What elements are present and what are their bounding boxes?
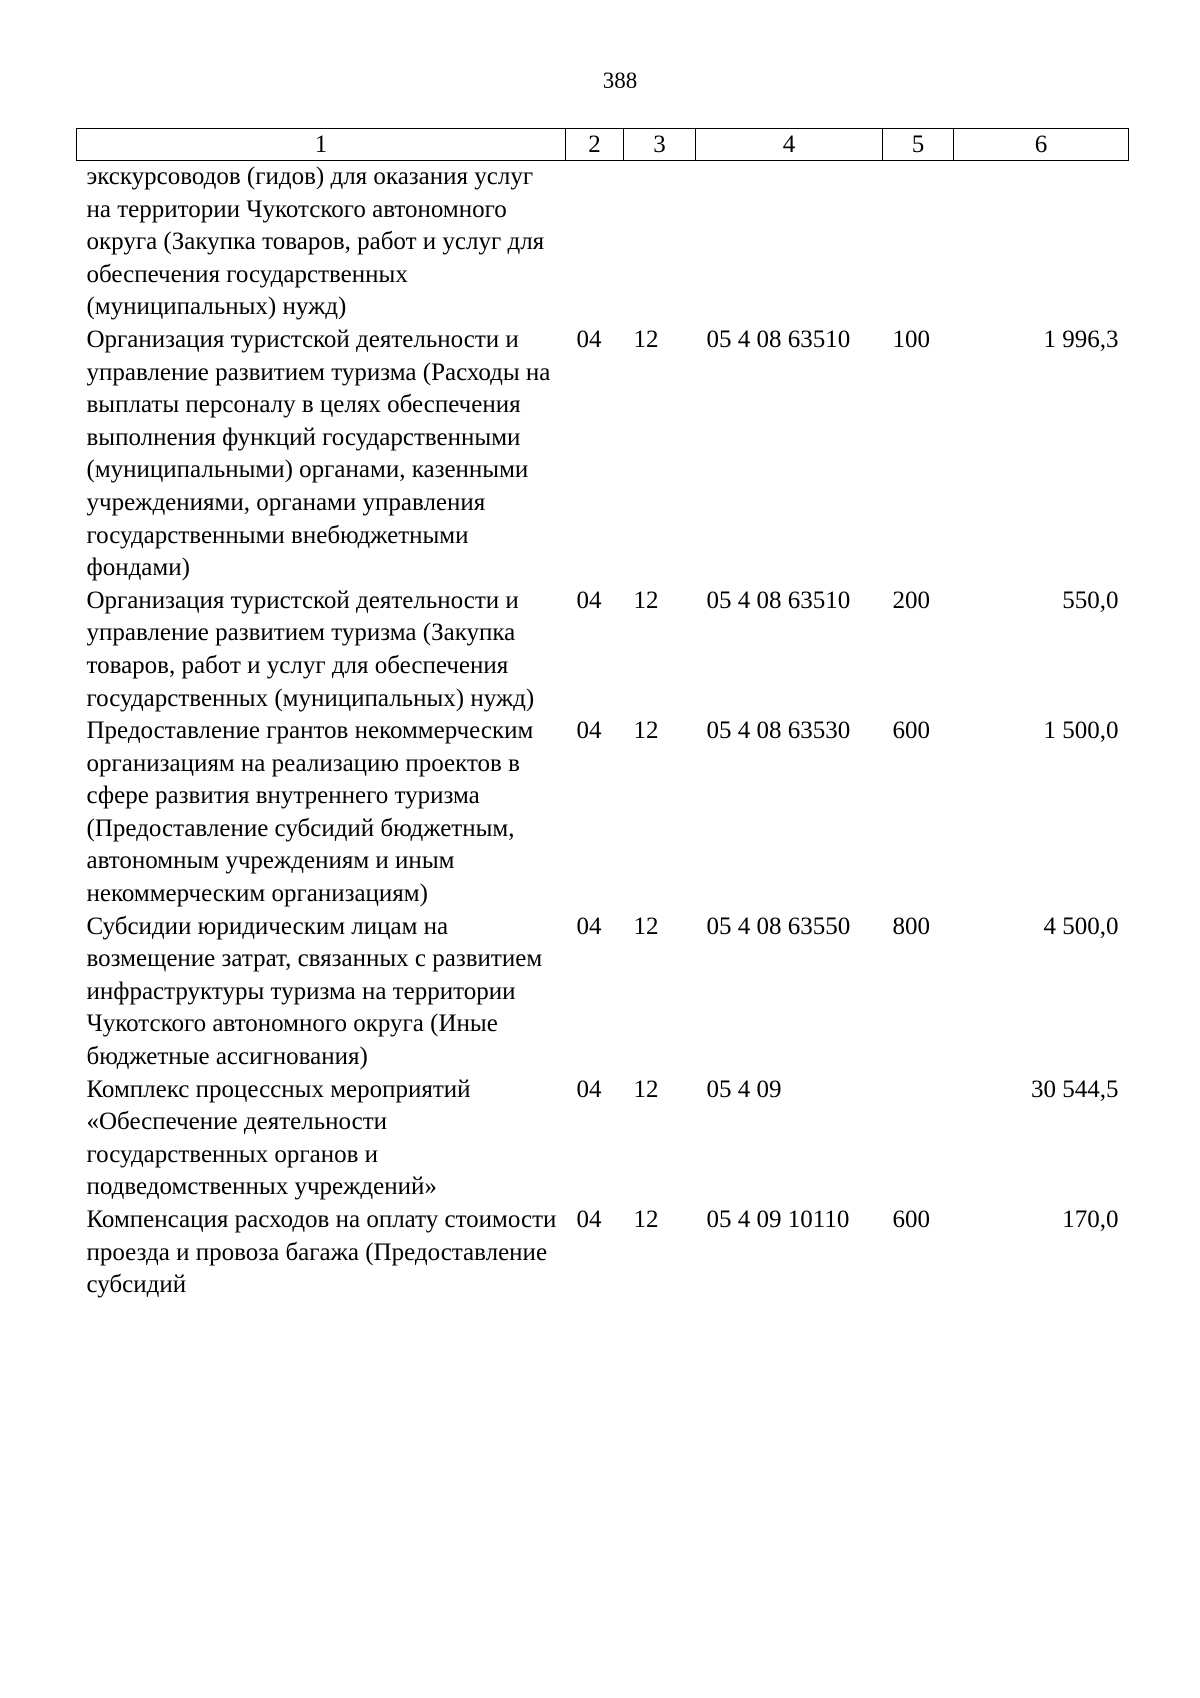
row-name: Организация туристской деятельности и управление развитием туризма (Закупка товаров, работ и услуг для обеспечения государственных (муниципальных) нужд)	[86, 586, 535, 712]
header-col-5: 5	[883, 129, 954, 161]
row-name: Компенсация расходов на оплату стоимости проезда и провоза багажа (Предоставление субсидий	[86, 1206, 557, 1299]
row-amount	[954, 161, 1129, 324]
header-col-4: 4	[696, 129, 883, 161]
header-col-2: 2	[566, 129, 624, 161]
row-name: Организация туристской деятельности и управление развитием туризма (Расходы на выплаты персоналу в целях обеспечения выполнения функций государственными (муниципальными) органами, казенными учреждениями, органами управления государственными внебюджетными фондами)	[86, 325, 551, 582]
row-expense-type	[883, 161, 954, 324]
row-amount: 1 996,3	[1043, 325, 1119, 353]
row-name: Предоставление грантов некоммерческим организациям на реализацию проектов в сфере развития внутреннего туризма (Предоставление субсидий бюджетным, автономным учреждениям и иным некоммерческим организациям)	[86, 717, 534, 908]
row-section: 04	[576, 325, 602, 353]
table-row	[77, 324, 1129, 585]
row-expense-type: 200	[892, 586, 930, 614]
row-target-code: 05 4 09 10110	[706, 1206, 850, 1233]
row-section	[566, 161, 624, 324]
row-expense-type: 600	[892, 1206, 930, 1233]
row-subsection: 12	[633, 586, 659, 614]
table-header-row	[77, 129, 1129, 161]
row-amount: 170,0	[1062, 1206, 1119, 1233]
row-target-code: 05 4 08 63530	[706, 717, 851, 745]
row-name: Комплекс процессных мероприятий «Обеспечение деятельности государственных органов и подведомственных учреждений»	[86, 1075, 471, 1201]
table-row	[77, 161, 1129, 324]
row-section: 04	[576, 717, 602, 745]
row-expense-type: 800	[892, 912, 930, 940]
row-name: экскурсоводов (гидов) для оказания услуг на территории Чукотского автономного округа (Закупка товаров, работ и услуг для обеспечения государственных (муниципальных) нужд)	[86, 163, 545, 321]
row-expense-type	[883, 1074, 954, 1204]
row-expense-type: 600	[892, 717, 930, 745]
row-target-code: 05 4 08 63510	[706, 325, 851, 353]
row-expense-type: 100	[892, 325, 930, 353]
page-number: 388	[602, 68, 638, 93]
row-amount: 30 544,5	[1031, 1075, 1119, 1103]
row-target-code: 05 4 09	[706, 1075, 782, 1103]
row-section: 04	[576, 1075, 602, 1103]
row-name: Субсидии юридическим лицам на возмещение затрат, связанных с развитием инфраструктуры туризма на территории Чукотского автономного округа (Иные бюджетные ассигнования)	[86, 912, 543, 1071]
header-col-6: 6	[954, 129, 1129, 161]
table-row	[77, 1204, 1129, 1302]
row-subsection	[624, 161, 696, 324]
row-target-code: 05 4 08 63550	[706, 912, 851, 940]
table-row	[77, 585, 1129, 715]
table-row	[77, 1074, 1129, 1204]
row-subsection: 12	[633, 912, 659, 940]
header-col-3: 3	[624, 129, 696, 161]
row-section: 04	[576, 912, 602, 940]
row-subsection: 12	[633, 717, 659, 745]
table-row	[77, 715, 1129, 911]
row-amount: 1 500,0	[1043, 717, 1119, 745]
row-amount: 4 500,0	[1043, 912, 1119, 940]
row-subsection: 12	[633, 325, 659, 353]
header-col-1: 1	[77, 129, 566, 161]
row-target-code: 05 4 08 63510	[706, 586, 851, 614]
row-subsection: 12	[633, 1206, 659, 1233]
row-target-code	[696, 161, 883, 324]
budget-table	[76, 128, 1129, 1302]
row-section: 04	[576, 586, 602, 614]
row-section: 04	[576, 1206, 602, 1233]
row-subsection: 12	[633, 1075, 659, 1103]
row-amount: 550,0	[1062, 586, 1119, 614]
table-row	[77, 911, 1129, 1074]
